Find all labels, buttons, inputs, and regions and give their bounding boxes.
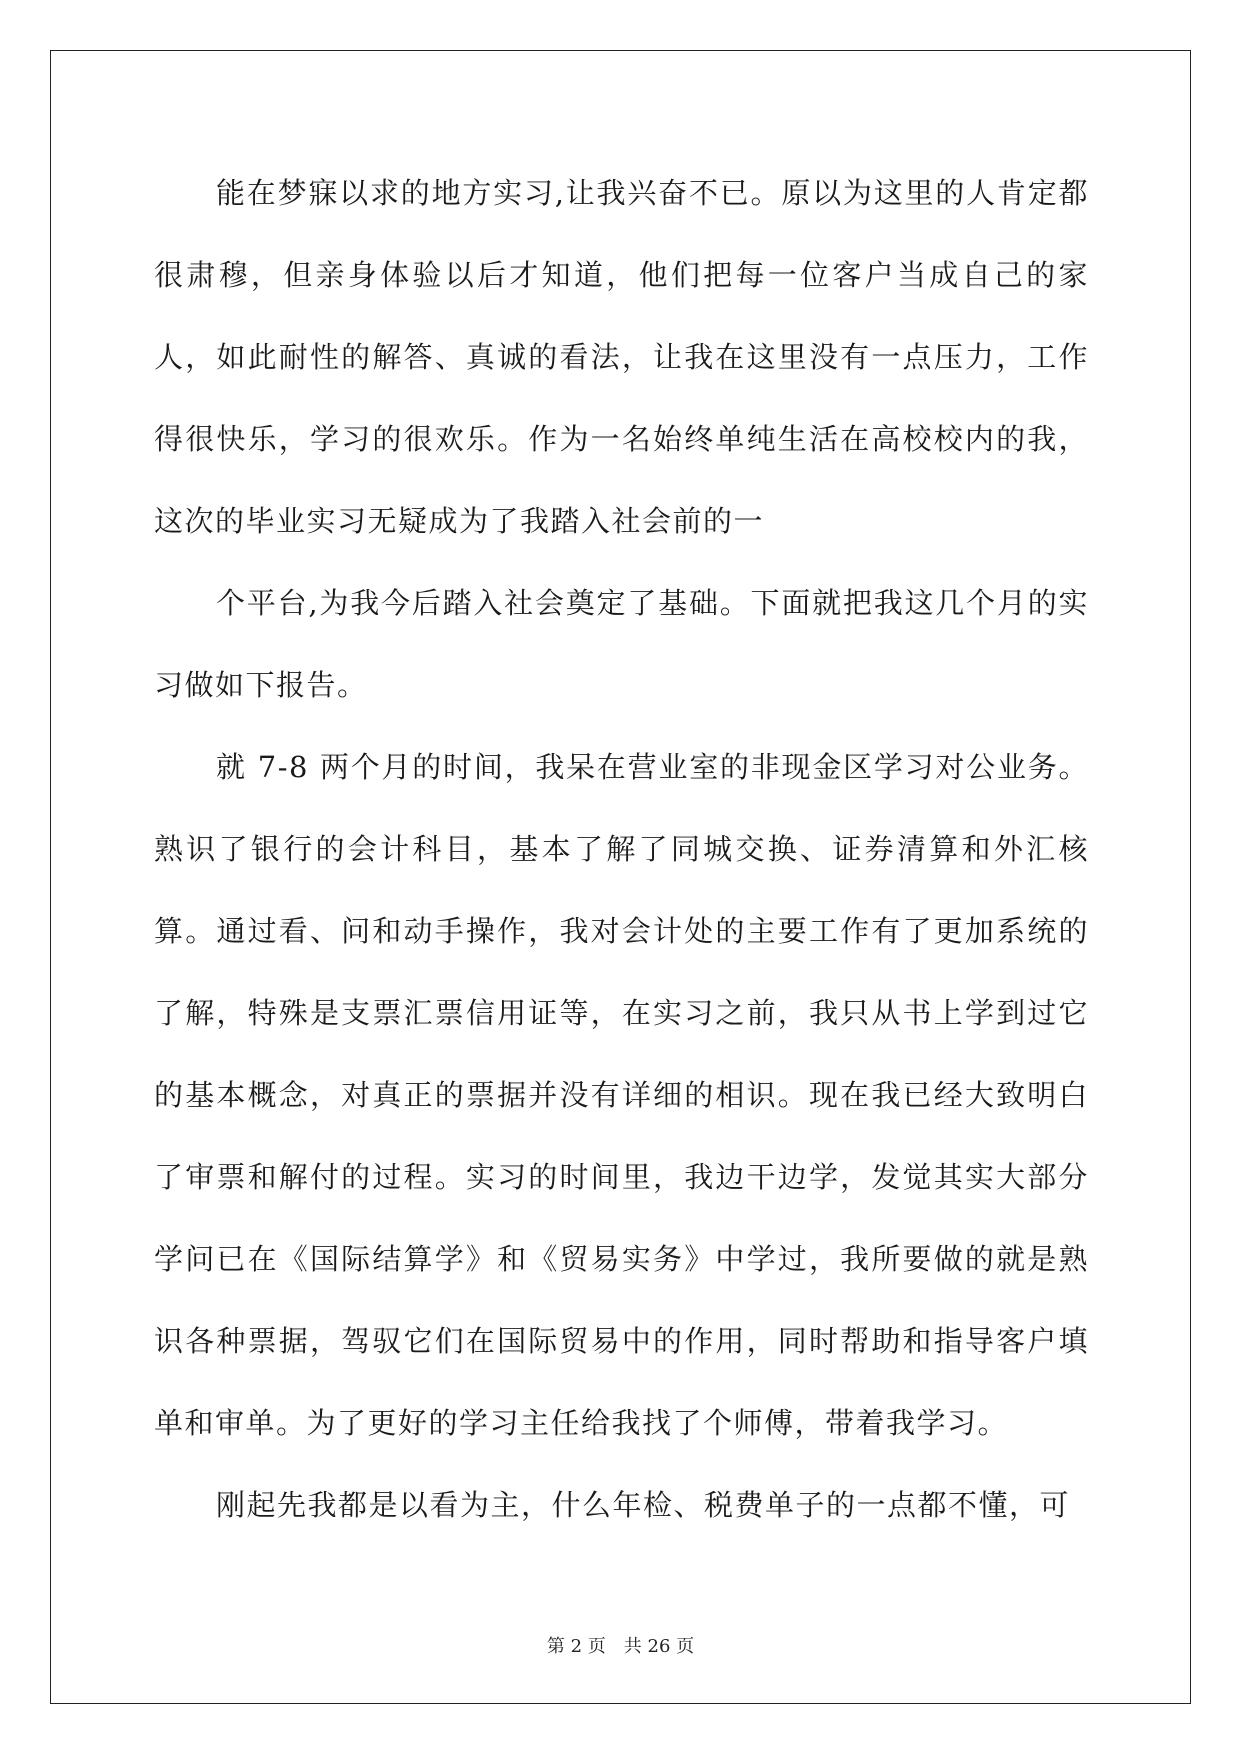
paragraph-2: 个平台,为我今后踏入社会奠定了基础。下面就把我这几个月的实习做如下报告。 [154,586,1089,702]
paragraph-1: 能在梦寐以求的地方实习,让我兴奋不已。原以为这里的人肯定都很肃穆，但亲身体验以后才知道，他们把每一位客户当成自己的家人，如此耐性的解答、真诚的看法，让我在这里没有一点压力，工作得很快乐，学习的很欢乐。作为一名始终单纯生活在高校校内的我，这次的毕业实习无疑成为了我踏入社会前的一 [154,176,1089,538]
page-footer [0,1636,1241,1658]
document-body [154,152,1089,1546]
page-total: 共 26 页 [623,1636,695,1657]
page-number: 第 2 页 [546,1636,606,1657]
paragraph-3: 就 7-8 两个月的时间，我呆在营业室的非现金区学习对公业务。熟识了银行的会计科目，基本了解了同城交换、证券清算和外汇核算。通过看、问和动手操作，我对会计处的主要工作有了更加系统的了解，特殊是支票汇票信用证等，在实习之前，我只从书上学到过它的基本概念，对真正的票据并没有详细的相识。现在我已经大致明白了审票和解付的过程。实习的时间里，我边干边学，发觉其实大部分学问已在《国际结算学》和《贸易实务》中学过，我所要做的就是熟识各种票据，驾驭它们在国际贸易中的作用，同时帮助和指导客户填单和审单。为了更好的学习主任给我找了个师傅，带着我学习。 [154,750,1089,1440]
paragraph-4: 刚起先我都是以看为主，什么年检、税费单子的一点都不懂，可 [216,1488,1071,1522]
